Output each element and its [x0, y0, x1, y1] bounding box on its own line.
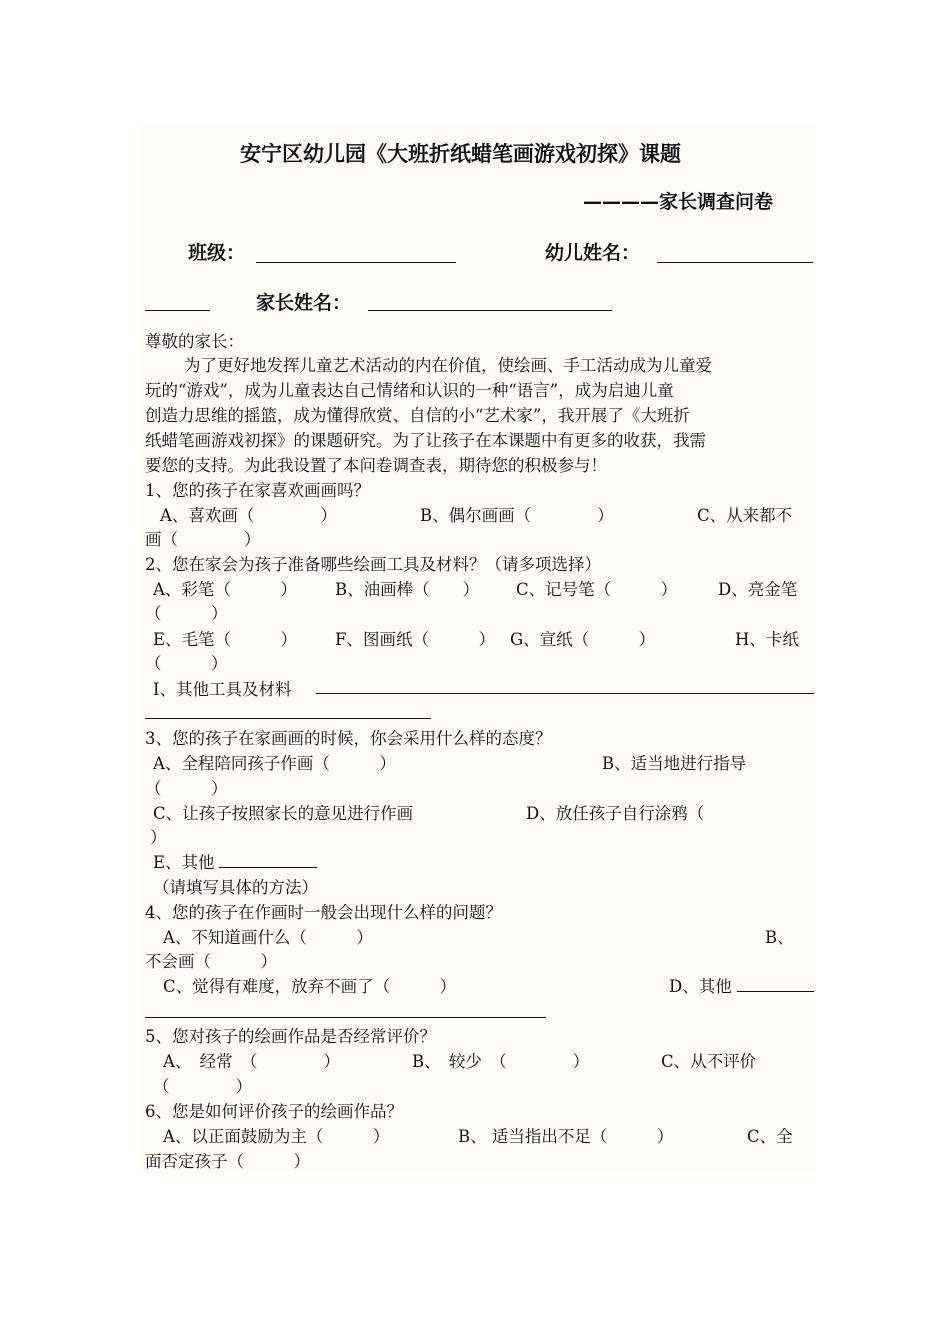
question-3: 3、您的孩子在家画画的时候，你会采用什么样的态度？	[145, 729, 552, 748]
q2-option-g[interactable]: G、宣纸（ ）	[510, 630, 656, 649]
q2-option-a[interactable]: A、彩笔（ ）	[153, 580, 297, 599]
q3-other-blank[interactable]	[219, 867, 317, 868]
document-title: 安宁区幼儿园《大班折纸蜡笔画游戏初探》课题	[240, 142, 681, 166]
intro-line: 为了更好地发挥儿童艺术活动的内在价值，使绘画、手工活动成为儿童爱	[184, 356, 712, 375]
q4-other-blank[interactable]	[737, 991, 814, 992]
q2-option-i: I、其他工具及材料	[153, 680, 292, 699]
question-6: 6、您是如何评价孩子的绘画作品？	[145, 1102, 403, 1121]
q4-option-a[interactable]: A、不知道画什么（ ）	[163, 928, 373, 947]
child-name-label: 幼儿姓名：	[545, 242, 641, 264]
intro-line: 创造力思维的摇篮，成为懂得欣赏、自信的小“艺术家”，我开展了《大班折	[145, 406, 690, 425]
q6-option-c-cont[interactable]: 面否定孩子（ ）	[145, 1152, 310, 1171]
q3-option-d-paren[interactable]: ）	[150, 828, 167, 847]
q2-other-blank-cont[interactable]	[145, 718, 431, 719]
q4-option-c[interactable]: C、觉得有难度，放弃不画了（ ）	[163, 977, 457, 996]
q3-option-e[interactable]: E、其他	[153, 853, 215, 872]
q6-option-c[interactable]: C、全	[747, 1127, 793, 1146]
parent-name-blank[interactable]	[368, 310, 612, 311]
parent-name-label: 家长姓名：	[256, 292, 352, 314]
q2-option-d-paren[interactable]: （ ）	[145, 604, 228, 623]
q1-option-b[interactable]: B、偶尔画画（ ）	[420, 506, 614, 525]
question-2: 2、您在家会为孩子准备哪些绘画工具及材料？（请多项选择）	[145, 555, 601, 574]
child-name-blank[interactable]	[657, 262, 813, 263]
q2-option-b[interactable]: B、油画棒（ ）	[335, 580, 480, 599]
q2-option-f[interactable]: F、图画纸（ ）	[335, 630, 495, 649]
q2-option-e[interactable]: E、毛笔（ ）	[153, 630, 298, 649]
question-4: 4、您的孩子在作画时一般会出现什么样的问题？	[145, 903, 502, 922]
q4-other-blank-cont[interactable]	[145, 1017, 546, 1018]
q4-option-d[interactable]: D、其他	[669, 977, 732, 996]
q3-note: （请填写具体的方法）	[153, 878, 318, 897]
q2-other-blank[interactable]	[316, 693, 814, 694]
class-label: 班级：	[188, 242, 246, 264]
q3-option-a[interactable]: A、全程陪同孩子作画（ ）	[153, 754, 396, 773]
q3-option-d[interactable]: D、放任孩子自行涂鸦（	[526, 804, 705, 823]
question-1: 1、您的孩子在家喜欢画画吗？	[145, 481, 370, 500]
class-blank[interactable]	[256, 262, 456, 263]
child-name-blank-cont[interactable]	[145, 310, 210, 311]
q4-option-b-cont[interactable]: 不会画（ ）	[145, 952, 277, 971]
q2-option-h-paren[interactable]: （ ）	[145, 654, 228, 673]
q5-option-b[interactable]: B、 较少 （ ）	[412, 1052, 590, 1071]
intro-line: 玩的“游戏”，成为儿童表达自己情绪和认识的一种“语言”，成为启迪儿童	[145, 381, 674, 400]
q2-option-d[interactable]: D、亮金笔	[718, 580, 798, 599]
greeting: 尊敬的家长：	[145, 332, 244, 351]
q1-option-c-cont[interactable]: 画（ ）	[145, 530, 261, 549]
q2-option-c[interactable]: C、记号笔（ ）	[516, 580, 678, 599]
q3-option-b[interactable]: B、适当地进行指导	[602, 754, 747, 773]
intro-line: 要您的支持。为此我设置了本问卷调查表，期待您的积极参与！	[145, 456, 607, 475]
intro-line: 纸蜡笔画游戏初探》的课题研究。为了让孩子在本课题中有更多的收获，我需	[145, 431, 706, 450]
document-subtitle: ————家长调查问卷	[583, 191, 774, 213]
question-5: 5、您对孩子的绘画作品是否经常评价？	[145, 1027, 436, 1046]
q6-option-b[interactable]: B、 适当指出不足（ ）	[458, 1127, 674, 1146]
q3-option-b-paren[interactable]: （ ）	[145, 779, 228, 798]
q1-option-a[interactable]: A、喜欢画（ ）	[160, 506, 337, 525]
q6-option-a[interactable]: A、以正面鼓励为主（ ）	[163, 1127, 390, 1146]
q3-option-c[interactable]: C、让孩子按照家长的意见进行作画	[153, 804, 414, 823]
q5-option-a[interactable]: A、 经常 （ ）	[163, 1052, 340, 1071]
q1-option-c[interactable]: C、从来都不	[697, 506, 793, 525]
q5-option-c[interactable]: C、从不评价	[661, 1052, 757, 1071]
q4-option-b[interactable]: B、	[765, 928, 794, 947]
q2-option-h[interactable]: H、卡纸	[735, 630, 799, 649]
q5-option-c-paren[interactable]: （ ）	[153, 1077, 252, 1096]
